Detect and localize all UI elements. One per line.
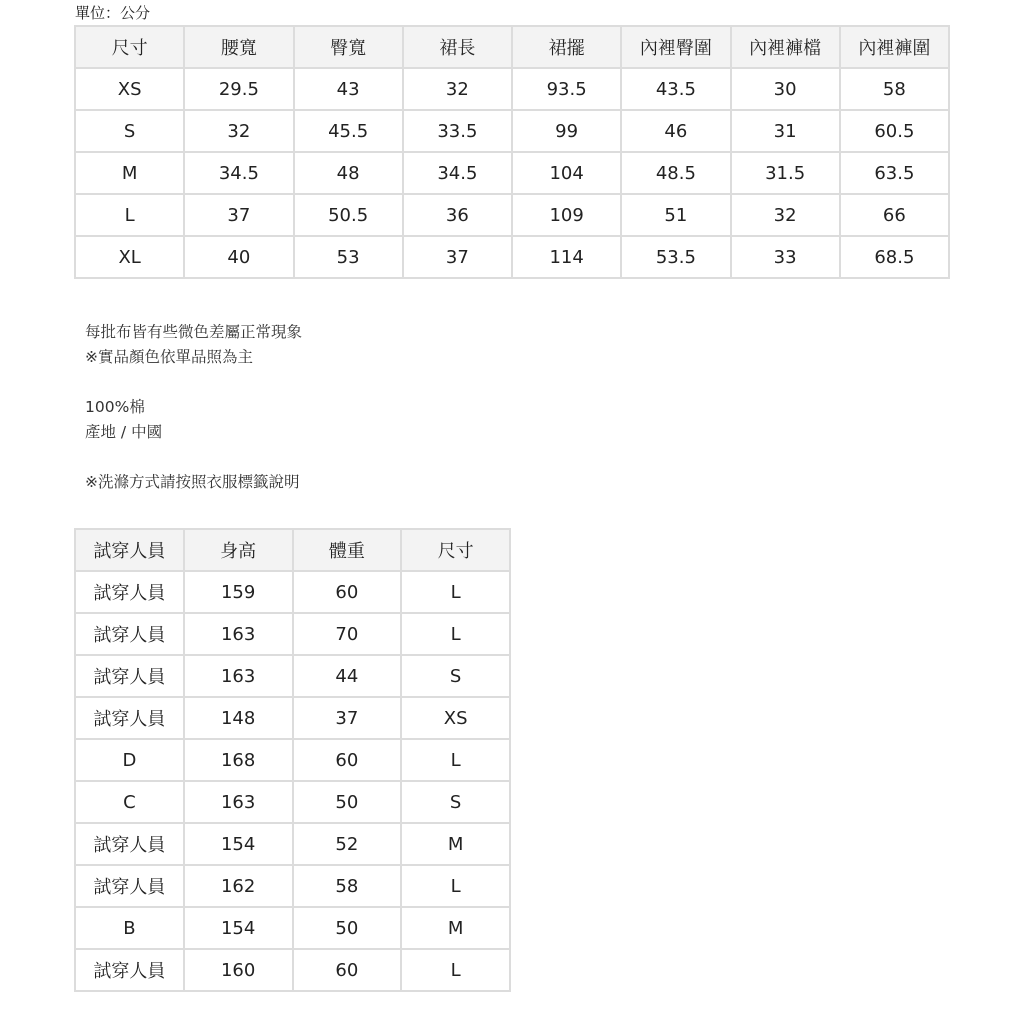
table-cell: 37 (403, 236, 512, 278)
table-cell: 60 (293, 949, 402, 991)
table-cell: 試穿人員 (75, 655, 184, 697)
table-cell: 試穿人員 (75, 865, 184, 907)
table-cell: 試穿人員 (75, 949, 184, 991)
table-cell: 試穿人員 (75, 613, 184, 655)
table-cell: 試穿人員 (75, 571, 184, 613)
table-cell: 154 (184, 823, 293, 865)
size-chart-row (75, 236, 949, 278)
table-cell: XS (75, 68, 184, 110)
table-cell: D (75, 739, 184, 781)
header-cell: 內裡褲圍 (840, 26, 949, 68)
try-on-row (75, 655, 510, 697)
color-reference-note: ※實品顏色依單品照為主 (85, 348, 253, 366)
try-on-row (75, 823, 510, 865)
table-cell: 34.5 (403, 152, 512, 194)
table-cell: 68.5 (840, 236, 949, 278)
table-cell: 31.5 (731, 152, 840, 194)
table-cell: B (75, 907, 184, 949)
table-cell: 30 (731, 68, 840, 110)
table-cell: M (75, 152, 184, 194)
table-cell: 51 (621, 194, 730, 236)
table-cell: S (401, 781, 510, 823)
size-chart-row (75, 68, 949, 110)
table-cell: 33.5 (403, 110, 512, 152)
table-cell: 162 (184, 865, 293, 907)
table-cell: 29.5 (184, 68, 293, 110)
table-cell: 159 (184, 571, 293, 613)
try-on-row (75, 865, 510, 907)
size-chart-row (75, 194, 949, 236)
table-cell: L (401, 571, 510, 613)
table-cell: 114 (512, 236, 621, 278)
try-on-row (75, 949, 510, 991)
table-cell: L (401, 739, 510, 781)
table-cell: S (75, 110, 184, 152)
table-cell: 36 (403, 194, 512, 236)
table-cell: M (401, 907, 510, 949)
try-on-row (75, 613, 510, 655)
header-cell: 裙擺 (512, 26, 621, 68)
try-on-row (75, 739, 510, 781)
table-cell: L (401, 613, 510, 655)
table-cell: 104 (512, 152, 621, 194)
table-cell: 32 (403, 68, 512, 110)
table-cell: 160 (184, 949, 293, 991)
header-cell: 身高 (184, 529, 293, 571)
material-note: 100%棉 (85, 398, 145, 416)
table-cell: 60 (293, 739, 402, 781)
table-cell: 31 (731, 110, 840, 152)
table-cell: 試穿人員 (75, 697, 184, 739)
table-cell: 32 (184, 110, 293, 152)
try-on-header-row (75, 529, 510, 571)
table-cell: 37 (293, 697, 402, 739)
table-cell: 148 (184, 697, 293, 739)
table-cell: 34.5 (184, 152, 293, 194)
table-cell: 109 (512, 194, 621, 236)
table-cell: 70 (293, 613, 402, 655)
unit-label: 單位：公分 (75, 4, 151, 22)
table-cell: 46 (621, 110, 730, 152)
table-cell: 99 (512, 110, 621, 152)
size-chart-row (75, 110, 949, 152)
table-cell: 154 (184, 907, 293, 949)
header-cell: 內裡褲檔 (731, 26, 840, 68)
header-cell: 裙長 (403, 26, 512, 68)
table-cell: 50 (293, 781, 402, 823)
try-on-row (75, 781, 510, 823)
table-cell: 63.5 (840, 152, 949, 194)
table-cell: 48.5 (621, 152, 730, 194)
table-cell: XS (401, 697, 510, 739)
table-cell: 50 (293, 907, 402, 949)
try-on-row (75, 907, 510, 949)
table-cell: 58 (840, 68, 949, 110)
washing-note: ※洗滌方式請按照衣服標籤說明 (85, 473, 300, 491)
try-on-row (75, 697, 510, 739)
color-variance-note: 每批布皆有些微色差屬正常現象 (85, 323, 303, 341)
size-chart-header-row (75, 26, 949, 68)
header-cell: 內裡臀圍 (621, 26, 730, 68)
table-cell: 58 (293, 865, 402, 907)
table-cell: 60 (293, 571, 402, 613)
header-cell: 體重 (293, 529, 402, 571)
header-cell: 試穿人員 (75, 529, 184, 571)
table-cell: XL (75, 236, 184, 278)
product-notes (85, 320, 302, 495)
table-cell: 37 (184, 194, 293, 236)
header-cell: 腰寬 (184, 26, 293, 68)
table-cell: L (401, 949, 510, 991)
table-cell: 試穿人員 (75, 823, 184, 865)
table-cell: 163 (184, 781, 293, 823)
table-cell: 60.5 (840, 110, 949, 152)
size-chart-table (74, 25, 950, 279)
table-cell: 53.5 (621, 236, 730, 278)
table-cell: 33 (731, 236, 840, 278)
table-cell: 163 (184, 655, 293, 697)
table-cell: 53 (294, 236, 403, 278)
table-cell: S (401, 655, 510, 697)
table-cell: 163 (184, 613, 293, 655)
table-cell: 45.5 (294, 110, 403, 152)
table-cell: L (75, 194, 184, 236)
table-cell: 52 (293, 823, 402, 865)
table-cell: 168 (184, 739, 293, 781)
header-cell: 尺寸 (75, 26, 184, 68)
table-cell: M (401, 823, 510, 865)
size-chart-row (75, 152, 949, 194)
table-cell: 93.5 (512, 68, 621, 110)
table-cell: 48 (294, 152, 403, 194)
table-cell: 40 (184, 236, 293, 278)
table-cell: 66 (840, 194, 949, 236)
origin-note: 產地 / 中國 (85, 423, 163, 441)
table-cell: 32 (731, 194, 840, 236)
header-cell: 臀寬 (294, 26, 403, 68)
table-cell: 50.5 (294, 194, 403, 236)
table-cell: 43.5 (621, 68, 730, 110)
table-cell: C (75, 781, 184, 823)
table-cell: 44 (293, 655, 402, 697)
table-cell: 43 (294, 68, 403, 110)
try-on-row (75, 571, 510, 613)
table-cell: L (401, 865, 510, 907)
header-cell: 尺寸 (401, 529, 510, 571)
try-on-table (74, 528, 511, 992)
